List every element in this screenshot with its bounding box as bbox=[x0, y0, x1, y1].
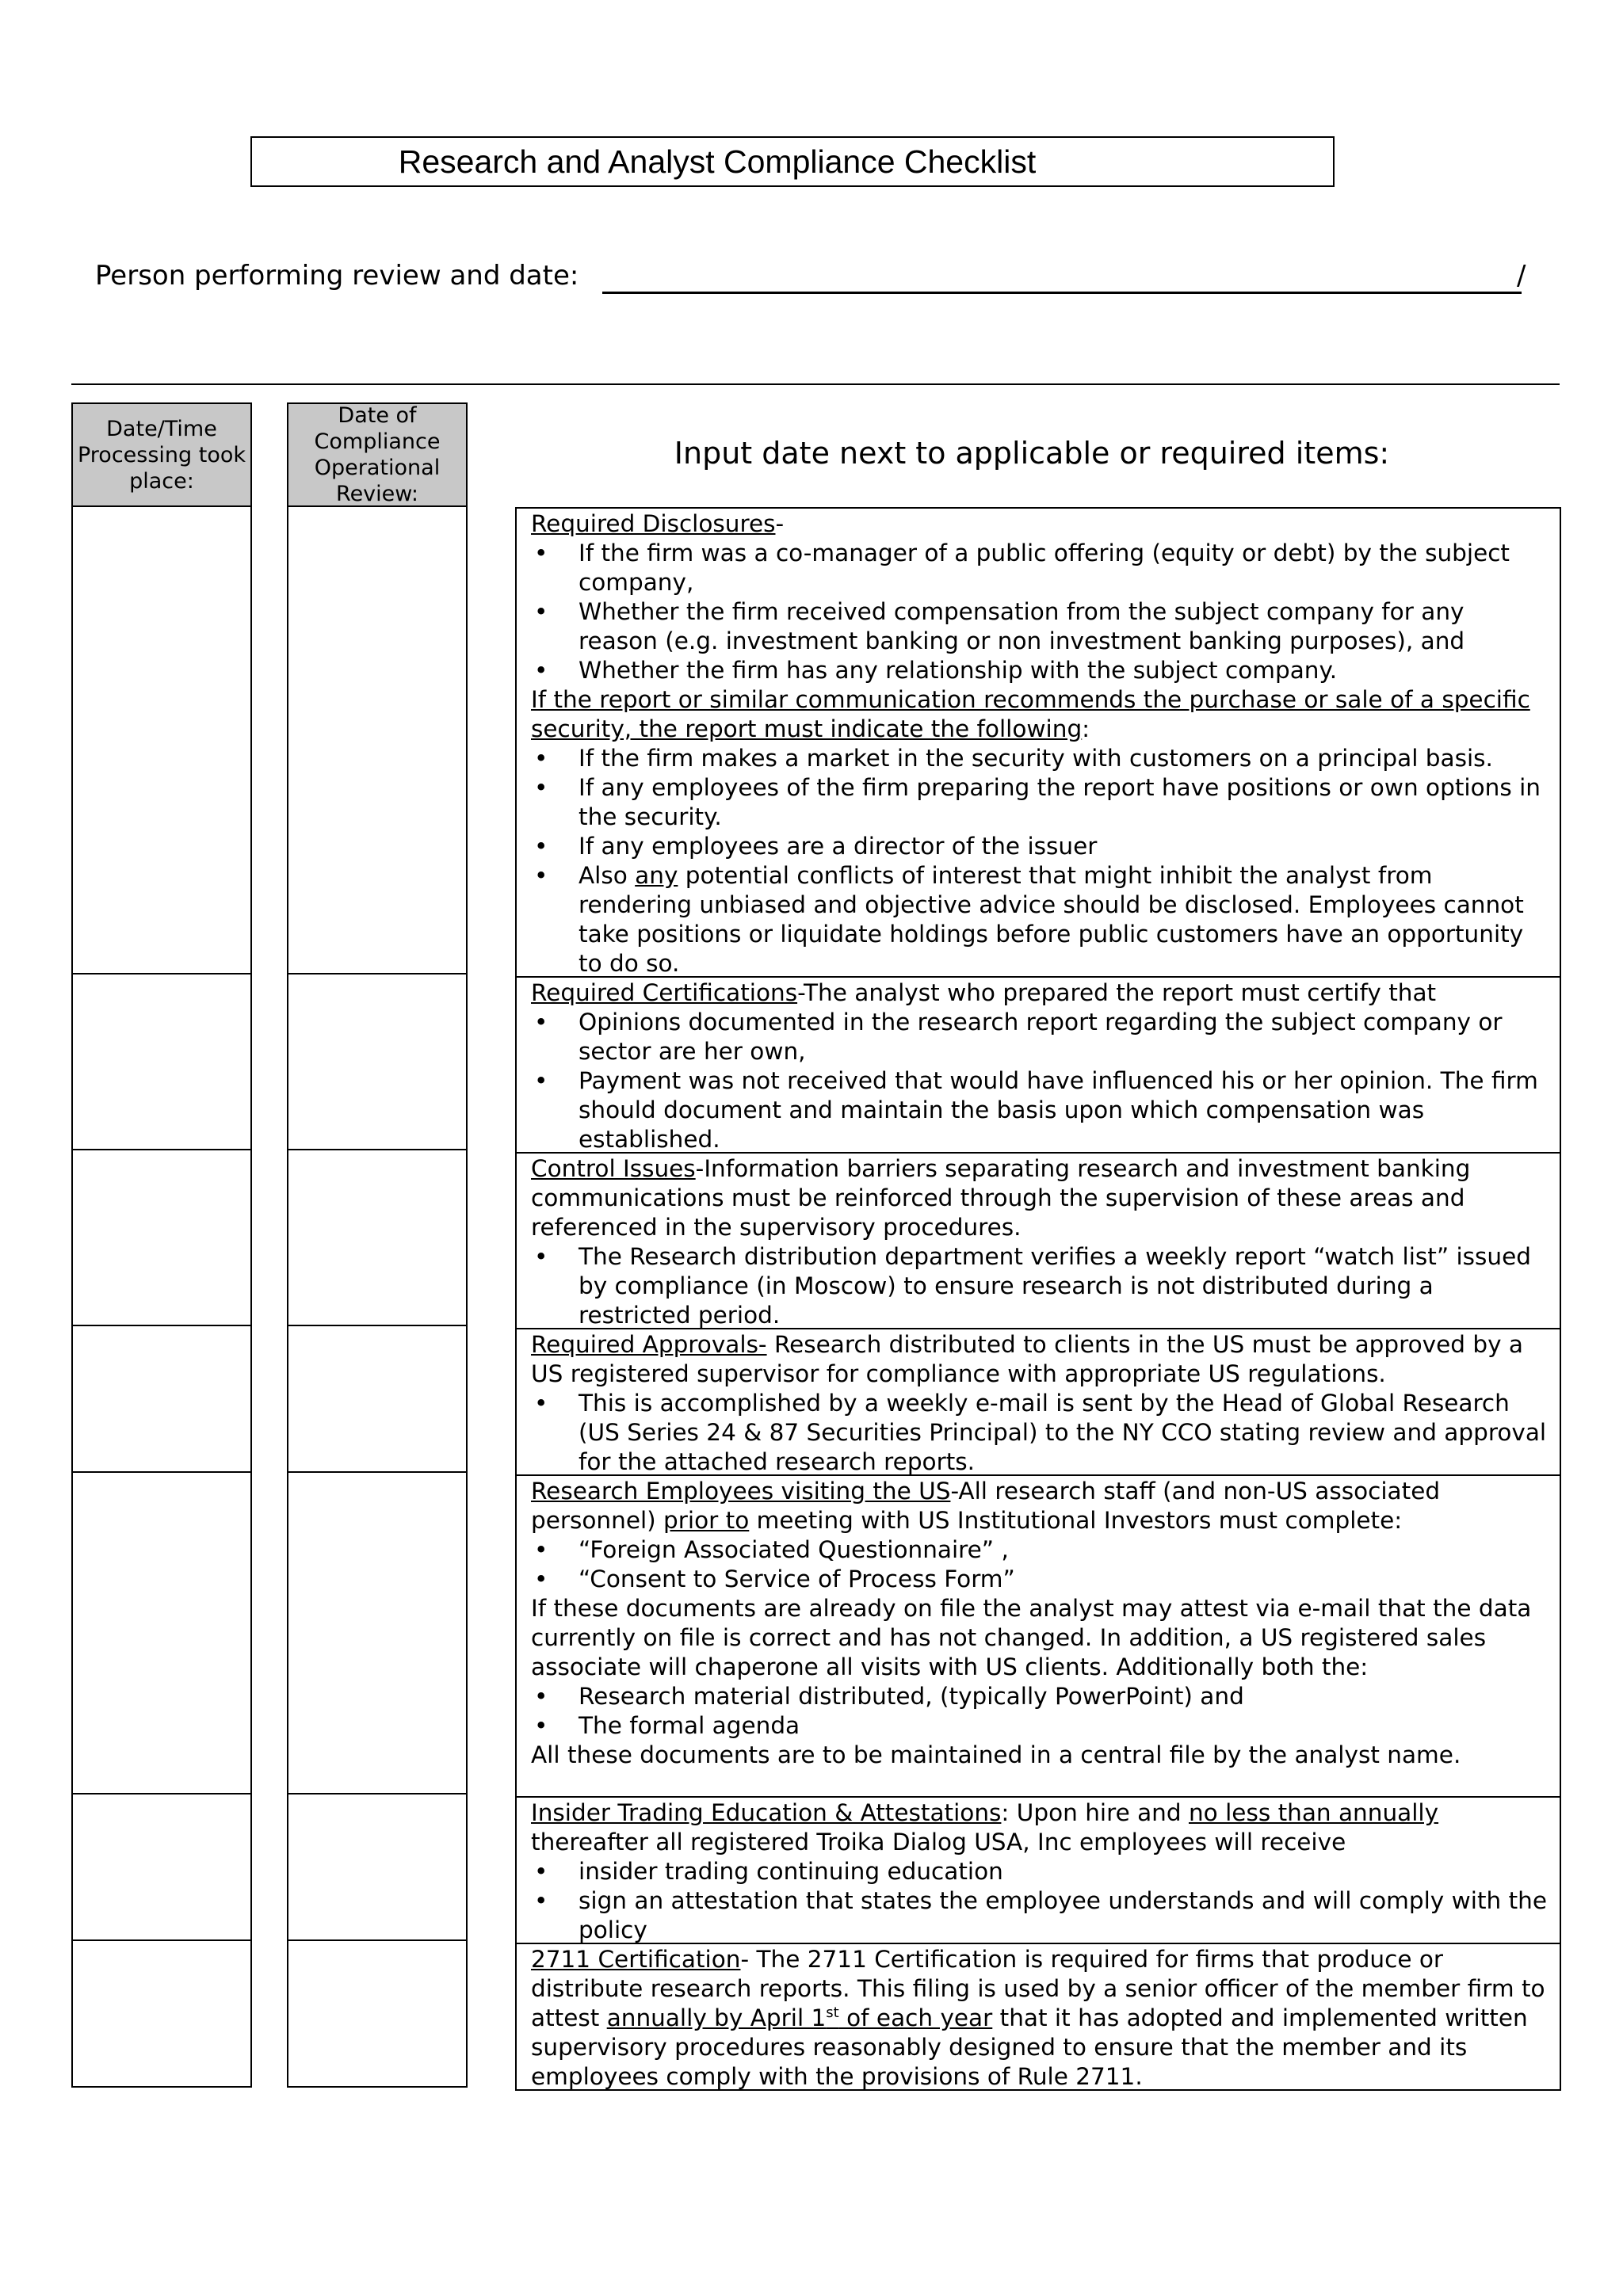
reviewer-row bbox=[95, 254, 1537, 298]
review-cell-approvals[interactable] bbox=[287, 1326, 468, 1473]
list-item: • If the firm was a co-manager of a public offering (equity or debt) by the subject company, bbox=[531, 539, 1549, 597]
item-title: Research Employees visiting the US bbox=[531, 1478, 951, 1505]
item-title: 2711 Certification bbox=[531, 1946, 741, 1973]
item-required-certifications: Required Certifications-The analyst who prepared the report must certify that • Opinions documented in the research report regarding the subject company or sector are her own, • Payment was not received that would have influenced his or her opinion. The firm should document and maintain the basis upon which compensation was established. bbox=[517, 976, 1560, 1152]
items-heading: Input date next to applicable or required items: bbox=[674, 436, 1390, 471]
reviewer-signature-line[interactable] bbox=[602, 292, 1522, 294]
review-cell-insider-trading[interactable] bbox=[287, 1794, 468, 1941]
list-item: • If the firm makes a market in the security with customers on a principal basis. bbox=[531, 744, 1549, 773]
checklist-items bbox=[515, 507, 1561, 2091]
list-item: • The formal agenda bbox=[531, 1711, 1549, 1741]
item-required-approvals: Required Approvals- Research distributed to clients in the US must be approved by a US registered supervisor for compliance with appropriate US regulations. • This is accomplished by a weekly e-mail is sent by the Head of Global Research (US Series 24 & 87 Securities Principal) to the NY CCO stating review and approval for the attached research reports. bbox=[517, 1328, 1560, 1474]
date-cell-certifications[interactable] bbox=[71, 974, 252, 1150]
processing-date-column bbox=[71, 402, 252, 2088]
date-cell-insider-trading[interactable] bbox=[71, 1794, 252, 1941]
item-title: Required Certifications bbox=[531, 979, 798, 1006]
item-title: Control Issues bbox=[531, 1155, 696, 1182]
list-item: • Also any potential conflicts of interest that might inhibit the analyst from rendering unbiased and objective advice should be disclosed. Employees cannot take positions or liquidate holdings before public customers have an opportunity to do so. bbox=[531, 861, 1549, 976]
section-divider bbox=[71, 383, 1560, 385]
list-item: • Payment was not received that would have influenced his or her opinion. The firm should document and maintain the basis upon which compensation was established. bbox=[531, 1066, 1549, 1152]
review-cell-2711[interactable] bbox=[287, 1941, 468, 2088]
review-cell-disclosures[interactable] bbox=[287, 507, 468, 974]
item-title: Insider Trading Education & Attestations bbox=[531, 1799, 1002, 1826]
list-item: • Research material distributed, (typically PowerPoint) and bbox=[531, 1682, 1549, 1711]
item-subheading: If the report or similar communication recommends the purchase or sale of a specific security, the report must indicate the following bbox=[531, 686, 1530, 742]
processing-date-header: Date/Time Processing took place: bbox=[71, 402, 252, 507]
item-title: Required Approvals- bbox=[531, 1331, 767, 1358]
date-cell-2711[interactable] bbox=[71, 1941, 252, 2088]
list-item: • If any employees are a director of the issuer bbox=[531, 832, 1549, 861]
list-item: • sign an attestation that states the employee understands and will comply with the policy bbox=[531, 1886, 1549, 1943]
item-paragraph: All these documents are to be maintained in a central file by the analyst name. bbox=[531, 1741, 1461, 1768]
date-cell-approvals[interactable] bbox=[71, 1326, 252, 1473]
item-research-employees: Research Employees visiting the US-All research staff (and non-US associated personnel) prior to meeting with US Institutional Investors must complete: • “Foreign Associated Questionnaire” , • “Consent to Service of Process Form” If these documents are already on file the analyst may attest via e-mail that the data currently on file is correct and has not changed. In addition, a US registered sales associate will chaperone all visits with US clients. Additionally both the: • Research material distributed, (typically PowerPoint) and • The formal agenda All these documents are to be maintained in a central file by the analyst name. bbox=[517, 1474, 1560, 1796]
item-title: Required Disclosures bbox=[531, 510, 776, 537]
review-date-column bbox=[287, 402, 468, 2088]
list-item: • “Foreign Associated Questionnaire” , bbox=[531, 1535, 1549, 1565]
list-item: • Whether the firm received compensation from the subject company for any reason (e.g. investment banking or non investment banking purposes), and bbox=[531, 597, 1549, 656]
item-control-issues: Control Issues-Information barriers separating research and investment banking communications must be reinforced through the supervision of these areas and referenced in the supervisory procedures. • The Research distribution department verifies a weekly report “watch list” issued by compliance (in Moscow) to ensure research is not distributed during a restricted period. bbox=[517, 1152, 1560, 1328]
list-item: • “Consent to Service of Process Form” bbox=[531, 1565, 1549, 1594]
review-cell-control[interactable] bbox=[287, 1150, 468, 1326]
item-paragraph: If these documents are already on file the analyst may attest via e-mail that the data currently on file is correct and has not changed. In addition, a US registered sales associate will chaperone all visits with US clients. Additionally both the: bbox=[531, 1595, 1532, 1680]
item-insider-trading: Insider Trading Education & Attestations: Upon hire and no less than annually thereafter all registered Troika Dialog USA, Inc employees will receive • insider trading continuing education • sign an attestation that states the employee understands and will comply with the policy bbox=[517, 1796, 1560, 1943]
list-item: • insider trading continuing education bbox=[531, 1857, 1549, 1886]
review-cell-research-employees[interactable] bbox=[287, 1473, 468, 1794]
list-item: • Opinions documented in the research report regarding the subject company or sector are her own, bbox=[531, 1008, 1549, 1066]
list-item: • This is accomplished by a weekly e-mail is sent by the Head of Global Research (US Series 24 & 87 Securities Principal) to the NY CCO stating review and approval for the attached research reports. bbox=[531, 1389, 1549, 1474]
reviewer-date-separator: / bbox=[1517, 260, 1526, 292]
item-required-disclosures: Required Disclosures- • If the firm was a co-manager of a public offering (equity or debt) by the subject company, • Whether the firm received compensation from the subject company for any reason (e.g. investment banking or non investment banking purposes), and • Whether the firm has any relationship with the subject company. If the report or similar communication recommends the purchase or sale of a specific security, the report must indicate the following: • If the firm makes a market in the security with customers on a principal basis. • If any employees of the firm preparing the report have positions or own options in the security. • If any employees are a director of the issuer • Also any potential conflicts of interest that might inhibit the analyst from rendering unbiased and objective advice should be disclosed. Employees cannot take positions or liquidate holdings before public customers have an opportunity to do so. bbox=[517, 509, 1560, 976]
review-cell-certifications[interactable] bbox=[287, 974, 468, 1150]
list-item: • Whether the firm has any relationship with the subject company. bbox=[531, 656, 1549, 685]
reviewer-label: Person performing review and date: bbox=[95, 260, 579, 292]
review-date-header: Date of Compliance Operational Review: bbox=[287, 402, 468, 507]
item-2711-certification: 2711 Certification- The 2711 Certification is required for firms that produce or distribute research reports. This filing is used by a senior officer of the member firm to attest annually by April 1st of each year that it has adopted and implemented written supervisory procedures reasonably designed to ensure that the member and its employees comply with the provisions of Rule 2711. bbox=[517, 1943, 1560, 2089]
date-cell-disclosures[interactable] bbox=[71, 507, 252, 974]
date-cell-control[interactable] bbox=[71, 1150, 252, 1326]
list-item: • If any employees of the firm preparing the report have positions or own options in the security. bbox=[531, 773, 1549, 832]
date-cell-research-employees[interactable] bbox=[71, 1473, 252, 1794]
list-item: • The Research distribution department verifies a weekly report “watch list” issued by compliance (in Moscow) to ensure research is not distributed during a restricted period. bbox=[531, 1242, 1549, 1328]
page-title: Research and Analyst Compliance Checklist bbox=[250, 136, 1335, 187]
